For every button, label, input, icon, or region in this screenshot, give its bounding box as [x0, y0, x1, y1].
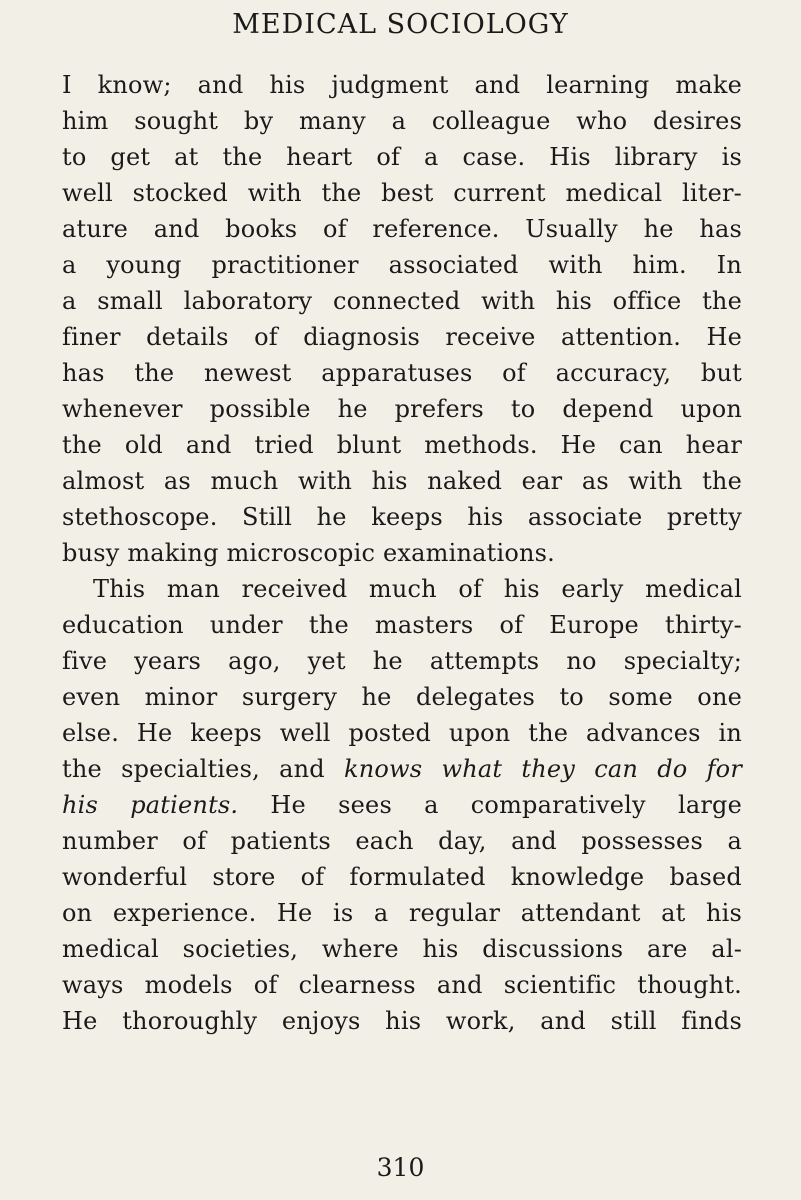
text-line: almost as much with his naked ear as with the	[62, 467, 742, 495]
text-line: busy making microscopic examinations.	[62, 539, 555, 567]
text-line: five years ago, yet he attempts no specialty;	[62, 647, 742, 675]
text-line: on experience. He is a regular attendant at his	[62, 899, 742, 927]
text-line: whenever possible he prefers to depend upon	[62, 395, 742, 423]
paragraph-first-line: This man received much of his early medical	[93, 575, 742, 603]
text-line: him sought by many a colleague who desires	[62, 107, 742, 135]
text-line: number of patients each day, and possesses a	[62, 827, 742, 855]
italic-text-run: knows what they can do for	[344, 755, 742, 783]
italic-text-run: his patients.	[62, 791, 239, 819]
text-line: the old and tried blunt methods. He can hear	[62, 431, 742, 459]
text-run: the specialties, and	[62, 755, 344, 783]
text-line: even minor surgery he delegates to some one	[62, 683, 742, 711]
text-line: to get at the heart of a case. His library is	[62, 143, 742, 171]
text-line: ways models of clearness and scientific thought.	[62, 971, 742, 999]
text-line: He thoroughly enjoys his work, and still finds	[62, 1007, 742, 1035]
text-line: finer details of diagnosis receive attention. He	[62, 323, 742, 351]
text-line: a young practitioner associated with him. In	[62, 251, 742, 279]
text-run: He sees a comparatively large	[238, 791, 742, 819]
text-line: wonderful store of formulated knowledge based	[62, 863, 742, 891]
text-line: well stocked with the best current medical liter-	[62, 179, 742, 207]
text-line: education under the masters of Europe thirty-	[62, 611, 742, 639]
text-line: has the newest apparatuses of accuracy, but	[62, 359, 742, 387]
text-line: stethoscope. Still he keeps his associate pretty	[62, 503, 742, 531]
text-line: else. He keeps well posted upon the advances in	[62, 719, 742, 747]
text-line-mixed	[62, 751, 742, 787]
running-head: MEDICAL SOCIOLOGY	[232, 9, 569, 40]
text-line: I know; and his judgment and learning make	[62, 71, 742, 99]
text-line: ature and books of reference. Usually he has	[62, 215, 742, 243]
text-line: medical societies, where his discussions are al-	[62, 935, 742, 963]
text-line: a small laboratory connected with his office the	[62, 287, 742, 315]
text-line-mixed	[62, 787, 742, 823]
page-number: 310	[376, 1153, 425, 1182]
